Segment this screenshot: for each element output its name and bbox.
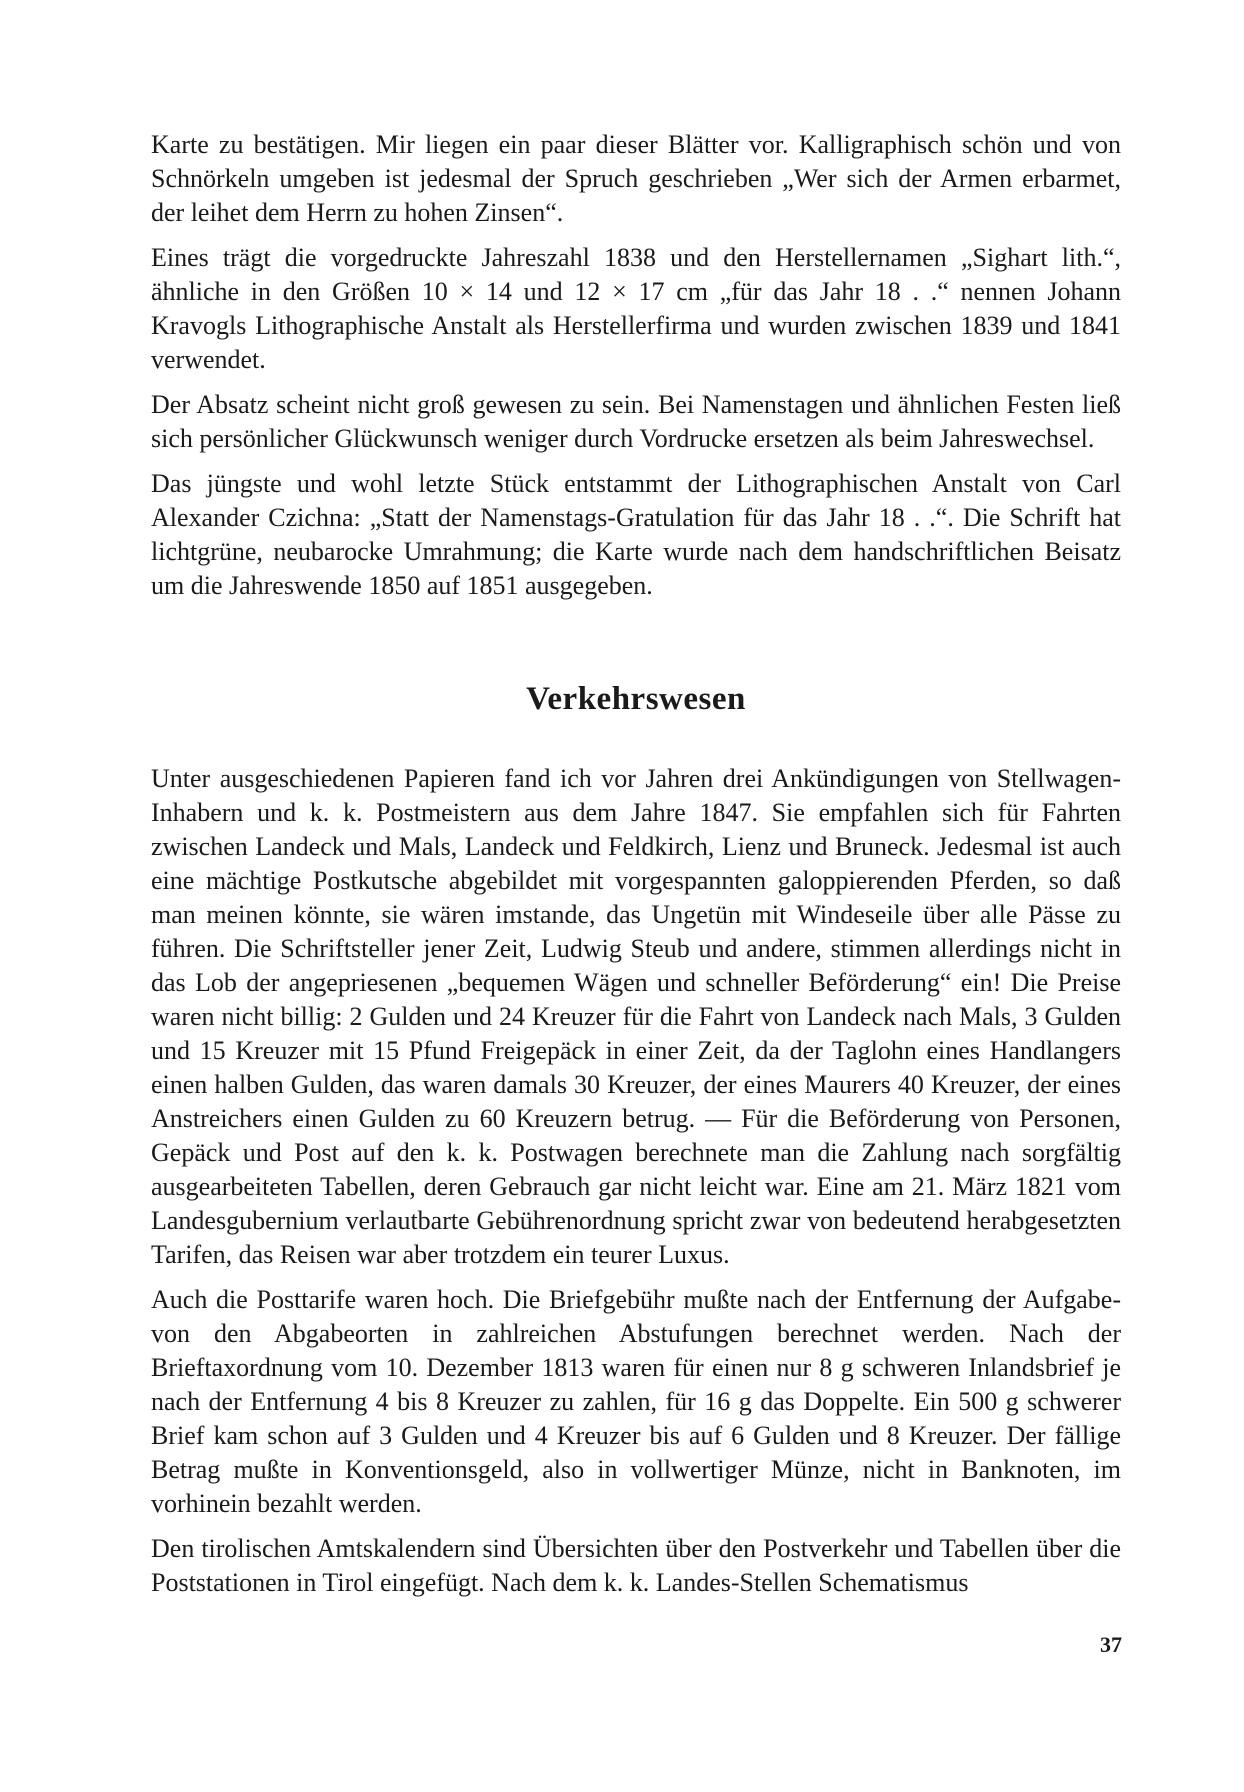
page-body — [151, 128, 1121, 1600]
section-text — [151, 762, 1121, 1600]
paragraph: Das jüngste und wohl letzte Stück entstammt der Lithographischen Anstalt von Carl Alexander Czichna: „Statt der Namenstags-Gratulation für das Jahr 18 . .“. Die Schrift hat lichtgrüne, neubarocke Umrahmung; die Karte wurde nach dem handschriftlichen Beisatz um die Jahreswende 1850 auf 1851 ausgegeben. — [151, 469, 1121, 600]
paragraph: Unter ausgeschiedenen Papieren fand ich vor Jahren drei Ankündigungen von Stellwagen-Inhabern und k. k. Postmeistern aus dem Jahre 1847. Sie empfahlen sich für Fahrten zwischen Landeck und Mals, Landeck und Feldkirch, Lienz und Bruneck. Jedesmal ist auch eine mächtige Postkutsche abgebildet mit vorgespannten galoppierenden Pferden, so daß man meinen könnte, sie wären imstande, das Ungetün mit Windeseile über alle Pässe zu führen. Die Schriftsteller jener Zeit, Ludwig Steub und andere, stimmen allerdings nicht in das Lob der angepriesenen „bequemen Wägen und schneller Beförderung“ ein! Die Preise waren nicht billig: 2 Gulden und 24 Kreuzer für die Fahrt von Landeck nach Mals, 3 Gulden und 15 Kreuzer mit 15 Pfund Freigepäck in einer Zeit, da der Taglohn eines Handlangers einen halben Gulden, das waren damals 30 Kreuzer, der eines Maurers 40 Kreuzer, der eines Anstreichers einen Gulden zu 60 Kreuzern betrug. — Für die Beförderung von Personen, Gepäck und Post auf den k. k. Postwagen berechnete man die Zahlung nach sorgfältig ausgearbeiteten Tabellen, deren Gebrauch gar nicht leicht war. Eine am 21. März 1821 vom Landesgubernium verlautbarte Gebührenordnung spricht zwar von bedeutend herabgesetzten Tarifen, das Reisen war aber trotzdem ein teurer Luxus. — [151, 764, 1121, 1269]
paragraph: Auch die Posttarife waren hoch. Die Briefgebühr mußte nach der Entfernung der Aufgabe- von den Abgabeorten in zahlreichen Abstufungen berechnet werden. Nach der Brieftaxordnung vom 10. Dezember 1813 waren für einen nur 8 g schweren Inlandsbrief je nach der Entfernung 4 bis 8 Kreuzer zu zahlen, für 16 g das Doppelte. Ein 500 g schwerer Brief kam schon auf 3 Gulden und 4 Kreuzer bis auf 6 Gulden und 8 Kreuzer. Der fällige Betrag mußte in Konventionsgeld, also in vollwertiger Münze, nicht in Banknoten, im vorhinein bezahlt werden. — [151, 1285, 1121, 1518]
section-heading: Verkehrswesen — [526, 681, 746, 717]
paragraph: Den tirolischen Amtskalendern sind Übersichten über den Postverkehr und Tabellen über die Poststationen in Tirol eingefügt. Nach dem k. k. Landes-Stellen Schematismus — [151, 1534, 1121, 1597]
continuation-text — [151, 128, 1121, 603]
paragraph: Eines trägt die vorgedruckte Jahreszahl 1838 und den Herstellernamen „Sighart lith.“, ähnliche in den Größen 10 × 14 und 12 × 17 cm „für das Jahr 18 . .“ nennen Johann Kravogls Lithographische Anstalt als Herstellerfirma und wurden zwischen 1839 und 1841 verwendet. — [151, 243, 1121, 374]
paragraph: Der Absatz scheint nicht groß gewesen zu sein. Bei Namenstagen und ähnlichen Festen ließ sich persönlicher Glückwunsch weniger durch Vordrucke ersetzen als beim Jahreswechsel. — [151, 390, 1121, 453]
paragraph: Karte zu bestätigen. Mir liegen ein paar dieser Blätter vor. Kalligraphisch schön und von Schnörkeln umgeben ist jedesmal der Spruch geschrieben „Wer sich der Armen erbarmet, der leihet dem Herrn zu hohen Zinsen“. — [151, 130, 1121, 227]
page-number: 37 — [1100, 1632, 1122, 1657]
